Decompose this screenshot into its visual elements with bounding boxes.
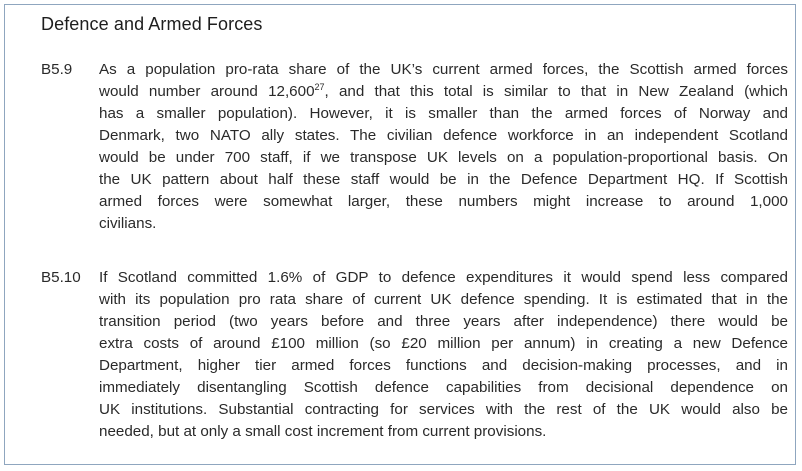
text-line: civilians. [99, 215, 157, 232]
text-line: the UK pattern about half these staff would be in the Defence Department HQ. If Scottish [99, 171, 788, 188]
text-line: has a smaller population). However, it is smaller than the armed forces of Norway and [99, 105, 788, 122]
paragraph-text [99, 59, 788, 235]
text-line: with its population pro rata share of current UK defence spending. It is estimated that in the [99, 291, 788, 308]
text-line: immediately disentangling Scottish defence capabilities from decisional dependence on [99, 379, 788, 396]
text-line: extra costs of around £100 million (so £20 million per annum) in creating a new Defence [99, 335, 788, 352]
text-line [99, 81, 788, 103]
paragraph-text [99, 267, 788, 443]
section-heading: Defence and Armed Forces [41, 14, 263, 34]
text-line: armed forces were somewhat larger, these numbers might increase to around 1,000 [99, 193, 788, 210]
text-line: UK institutions. Substantial contracting for services with the rest of the UK would also be [99, 401, 788, 418]
text-fragment: would number around 12,600 [99, 83, 315, 100]
text-line: If Scotland committed 1.6% of GDP to defence expenditures it would spend less compared [99, 269, 788, 286]
paragraph-number: B5.10 [41, 269, 81, 286]
footnote-ref[interactable]: 27 [314, 82, 325, 92]
paragraph-number: B5.9 [41, 61, 73, 78]
text-line: As a population pro-rata share of the UK’s current armed forces, the Scottish armed forces [99, 61, 788, 78]
text-line: needed, but at only a small cost increment from current provisions. [99, 423, 547, 440]
document-frame [4, 4, 796, 465]
text-line: transition period (two years before and three years after independence) there would be [99, 313, 788, 330]
text-line: Denmark, two NATO ally states. The civilian defence workforce in an independent Scotland [99, 127, 788, 144]
text-line: Department, higher tier armed forces functions and decision-making processes, and in [99, 357, 788, 374]
text-line: would be under 700 staff, if we transpose UK levels on a population-proportional basis. On [99, 149, 788, 166]
text-fragment: , and that this total is similar to that in New Zealand (which [324, 83, 788, 100]
